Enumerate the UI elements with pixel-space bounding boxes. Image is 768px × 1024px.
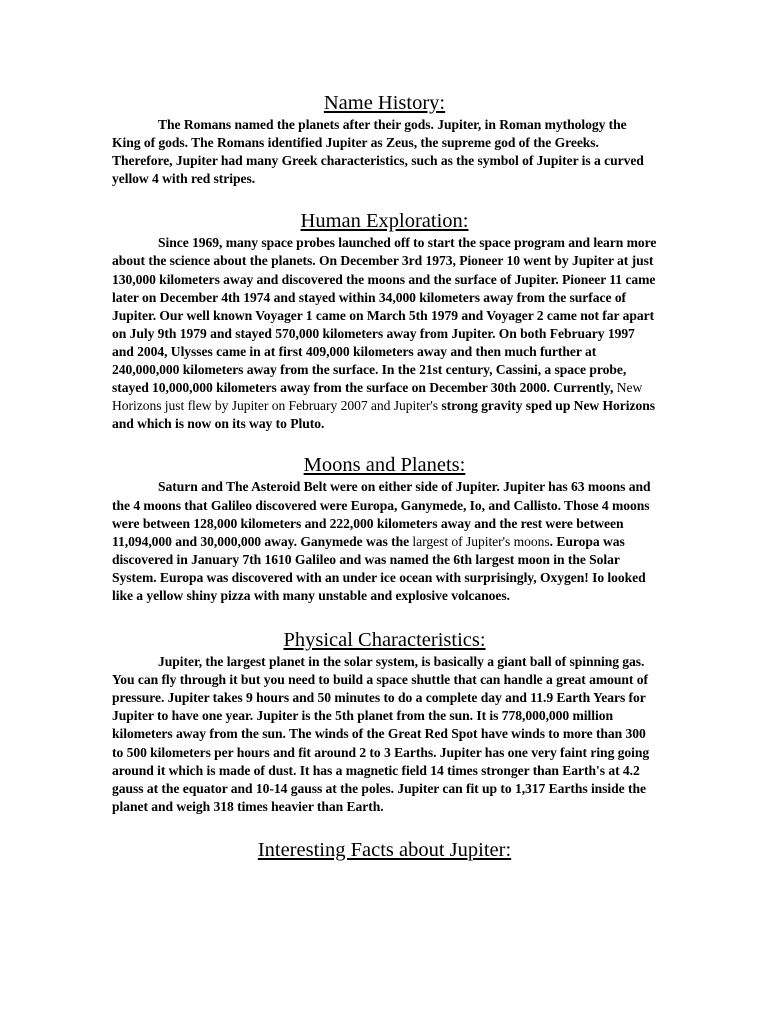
- section-body-moons-and-planets: [112, 478, 657, 605]
- section-heading-moons-and-planets: Moons and Planets:: [303, 454, 466, 477]
- body-text-light: largest of Jupiter's moons: [412, 533, 550, 549]
- section-heading-physical-characteristics: Physical Characteristics:: [283, 629, 486, 652]
- section-heading-human-exploration: Human Exploration:: [300, 210, 469, 233]
- body-text: Since 1969, many space probes launched off to start the space program and learn more about the science about the planets. On December 3rd 1973, Pioneer 10 went by Jupiter at just 130,000 kilometers away and discovered the moons and the surface of Jupiter. Pioneer 11 came later on December 4th 1974 and stayed within 34,000 kilometers away from the surface of Jupiter. Our well known Voyager 1 came on March 5th 1979 and Voyager 2 came not far apart on July 9th 1979 and stayed 570,000 kilometers away from Jupiter. On both February 1997 and 2004, Ulysses came in at first 409,000 kilometers away and then much further at 240,000,000 kilometers away from the surface. In the 21st century, Cassini, a space probe, stayed 10,000,000 kilometers away from the surface on December 30th 2000. Currently,: [112, 235, 657, 396]
- body-text: Saturn and The Asteroid Belt were on either side of Jupiter. Jupiter has 63 moons and the 4 moons that Galileo discovered were Europa, Ganymede, Io, and Callisto. Those 4 moons were between 128,000 kilometers and 222,000 kilometers away and the rest were between 11,094,000 and 30,000,000 away. Ganymede was the: [112, 479, 651, 549]
- document-page: [112, 90, 657, 863]
- body-text-end: strong gravity sped up New Horizons and which is now on its way to Pluto.: [112, 398, 655, 432]
- section-heading-interesting-facts: Interesting Facts about Jupiter:: [257, 838, 512, 861]
- body-text-end: . Europa was discovered in January 7th 1610 Galileo and was named the 6th largest moon in the Solar System. Europa was discovered with an under ice ocean with surprisingly, Oxygen! Io looked like a yellow shiny pizza with many unstable and explosive volcanoes.: [112, 533, 646, 603]
- section-body-human-exploration: [112, 234, 657, 433]
- section-body-name-history: The Romans named the planets after their gods. Jupiter, in Roman mythology the King of gods. The Romans identified Jupiter as Zeus, the supreme god of the Greeks. Therefore, Jupiter had many Greek characteristics, such as the symbol of Jupiter is a curved yellow 4 with red stripes.: [112, 117, 644, 187]
- section-heading-name-history: Name History:: [323, 92, 446, 114]
- section-body-physical-characteristics: Jupiter, the largest planet in the solar system, is basically a giant ball of spinning gas. You can fly through it but you need to build a space shuttle that can handle a great amount of pressure. Jupiter takes 9 hours and 50 minutes to do a complete day and 11.9 Earth Years for Jupiter to have one year. Jupiter is the 5th planet from the sun. It is 778,000,000 million kilometers away from the sun. The winds of the Great Red Spot have winds to more than 300 to 500 kilometers per hours and fit around 2 to 3 Earths. Jupiter has one very faint ring going around it which is made of dust. It has a magnetic field 14 times stronger than Earth's at 4.2 gauss at the equator and 10-14 gauss at the poles. Jupiter can fit up to 1,317 Earths inside the planet and weigh 318 times heavier than Earth.: [112, 654, 650, 814]
- body-text-light: New Horizons just flew by Jupiter on February 2007 and Jupiter's: [112, 380, 643, 414]
